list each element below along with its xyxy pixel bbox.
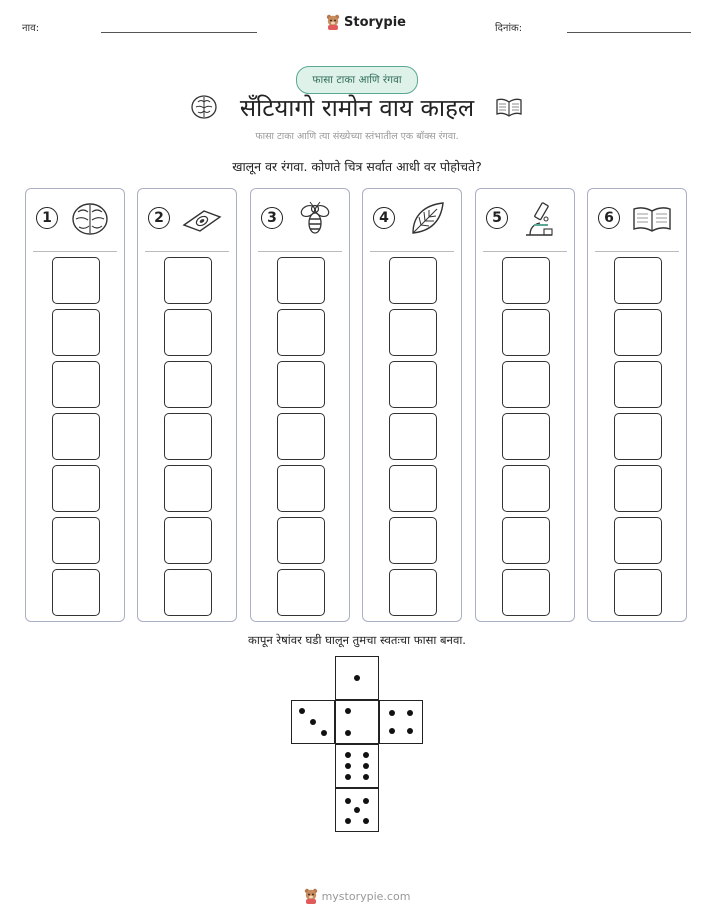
column-6 (587, 188, 687, 622)
color-box[interactable] (389, 569, 437, 616)
column-number: 5 (486, 207, 508, 229)
dice-pip (345, 774, 351, 780)
instruction-text: खालून वर रंगवा. कोणते चित्र सर्वात आधी वर पोहोचते? (232, 159, 482, 174)
color-box[interactable] (164, 309, 212, 356)
color-box[interactable] (389, 413, 437, 460)
color-box[interactable] (614, 361, 662, 408)
column-header (363, 189, 461, 251)
color-box[interactable] (164, 569, 212, 616)
column-divider (258, 251, 342, 252)
dice-pip (354, 807, 360, 813)
dice-pip (389, 728, 395, 734)
column-header (138, 189, 236, 251)
color-box[interactable] (52, 569, 100, 616)
column-divider (145, 251, 229, 252)
color-box[interactable] (502, 257, 550, 304)
color-box[interactable] (389, 465, 437, 512)
dice-pip (389, 710, 395, 716)
dice-pip (407, 728, 413, 734)
color-box[interactable] (389, 257, 437, 304)
color-box[interactable] (52, 465, 100, 512)
color-box[interactable] (277, 465, 325, 512)
column-number: 1 (36, 207, 58, 229)
column-5 (475, 188, 575, 622)
microscope-icon (518, 199, 562, 239)
dice-pip (299, 708, 305, 714)
column-3 (250, 188, 350, 622)
color-box[interactable] (502, 309, 550, 356)
dice-pip (363, 763, 369, 769)
color-box[interactable] (614, 413, 662, 460)
color-box[interactable] (52, 517, 100, 564)
color-box[interactable] (164, 517, 212, 564)
dice-pip (321, 730, 327, 736)
date-line[interactable] (567, 32, 691, 33)
dice-pip (345, 798, 351, 804)
name-line[interactable] (101, 32, 257, 33)
color-box[interactable] (164, 257, 212, 304)
dice-face (335, 744, 379, 788)
column-2 (137, 188, 237, 622)
color-box[interactable] (389, 361, 437, 408)
dice-pip (363, 818, 369, 824)
cut-instruction: कापून रेषांवर घडी घालून तुमचा स्वतःचा फासा बनवा. (248, 633, 466, 647)
color-box[interactable] (277, 257, 325, 304)
storypie-bear-icon (304, 888, 318, 904)
column-number: 4 (373, 207, 395, 229)
activity-badge: फासा टाका आणि रंगवा (296, 66, 418, 94)
color-box[interactable] (277, 309, 325, 356)
book-title-icon (494, 95, 524, 119)
dice-face (291, 700, 335, 744)
page-title: सँटियागो रामोन वाय काहल (239, 94, 475, 122)
dice-pip (363, 798, 369, 804)
color-box[interactable] (502, 569, 550, 616)
column-divider (33, 251, 117, 252)
color-box[interactable] (389, 309, 437, 356)
dice-pip (407, 710, 413, 716)
color-box[interactable] (52, 257, 100, 304)
color-box[interactable] (277, 517, 325, 564)
dice-pip (363, 774, 369, 780)
dice-face (335, 656, 379, 700)
column-number: 2 (148, 207, 170, 229)
column-number: 6 (598, 207, 620, 229)
dice-face (335, 700, 379, 744)
color-box[interactable] (502, 413, 550, 460)
brand-logo (326, 14, 406, 30)
subtitle: फासा टाका आणि त्या संख्येच्या स्तंभातील एक बॉक्स रंगवा. (255, 131, 459, 142)
color-box[interactable] (52, 361, 100, 408)
column-number: 3 (261, 207, 283, 229)
column-divider (595, 251, 679, 252)
book-icon (630, 199, 674, 239)
dice-pip (310, 719, 316, 725)
color-box[interactable] (614, 569, 662, 616)
column-divider (483, 251, 567, 252)
storypie-bear-icon (326, 14, 340, 30)
color-box[interactable] (614, 465, 662, 512)
dice-pip (345, 763, 351, 769)
bee-icon (293, 199, 337, 239)
color-box[interactable] (502, 361, 550, 408)
name-label: नाव: (22, 23, 40, 34)
color-box[interactable] (164, 465, 212, 512)
brand-name: Storypie (344, 14, 406, 30)
color-box[interactable] (52, 309, 100, 356)
column-header (588, 189, 686, 251)
dice-pip (345, 708, 351, 714)
dice-pip (363, 752, 369, 758)
column-header (476, 189, 574, 251)
color-box[interactable] (502, 517, 550, 564)
column-header (26, 189, 124, 251)
leaf-icon (405, 199, 449, 239)
footer (0, 888, 714, 904)
dice-pip (345, 730, 351, 736)
date-label: दिनांक: (495, 23, 523, 34)
dice-face (379, 700, 423, 744)
microscope-slide-icon (180, 199, 224, 239)
footer-url[interactable]: mystorypie.com (321, 889, 411, 903)
column-1 (25, 188, 125, 622)
column-4 (362, 188, 462, 622)
color-box[interactable] (277, 569, 325, 616)
color-box[interactable] (277, 413, 325, 460)
color-box[interactable] (277, 361, 325, 408)
dice-pip (345, 752, 351, 758)
color-box[interactable] (614, 517, 662, 564)
color-box[interactable] (614, 309, 662, 356)
column-divider (370, 251, 454, 252)
color-box[interactable] (52, 413, 100, 460)
color-box[interactable] (164, 413, 212, 460)
color-box[interactable] (164, 361, 212, 408)
dice-pip (354, 675, 360, 681)
color-box[interactable] (389, 517, 437, 564)
column-header (251, 189, 349, 251)
dice-face (335, 788, 379, 832)
color-box[interactable] (614, 257, 662, 304)
color-box[interactable] (502, 465, 550, 512)
dice-pip (345, 818, 351, 824)
brain-icon (68, 199, 112, 239)
